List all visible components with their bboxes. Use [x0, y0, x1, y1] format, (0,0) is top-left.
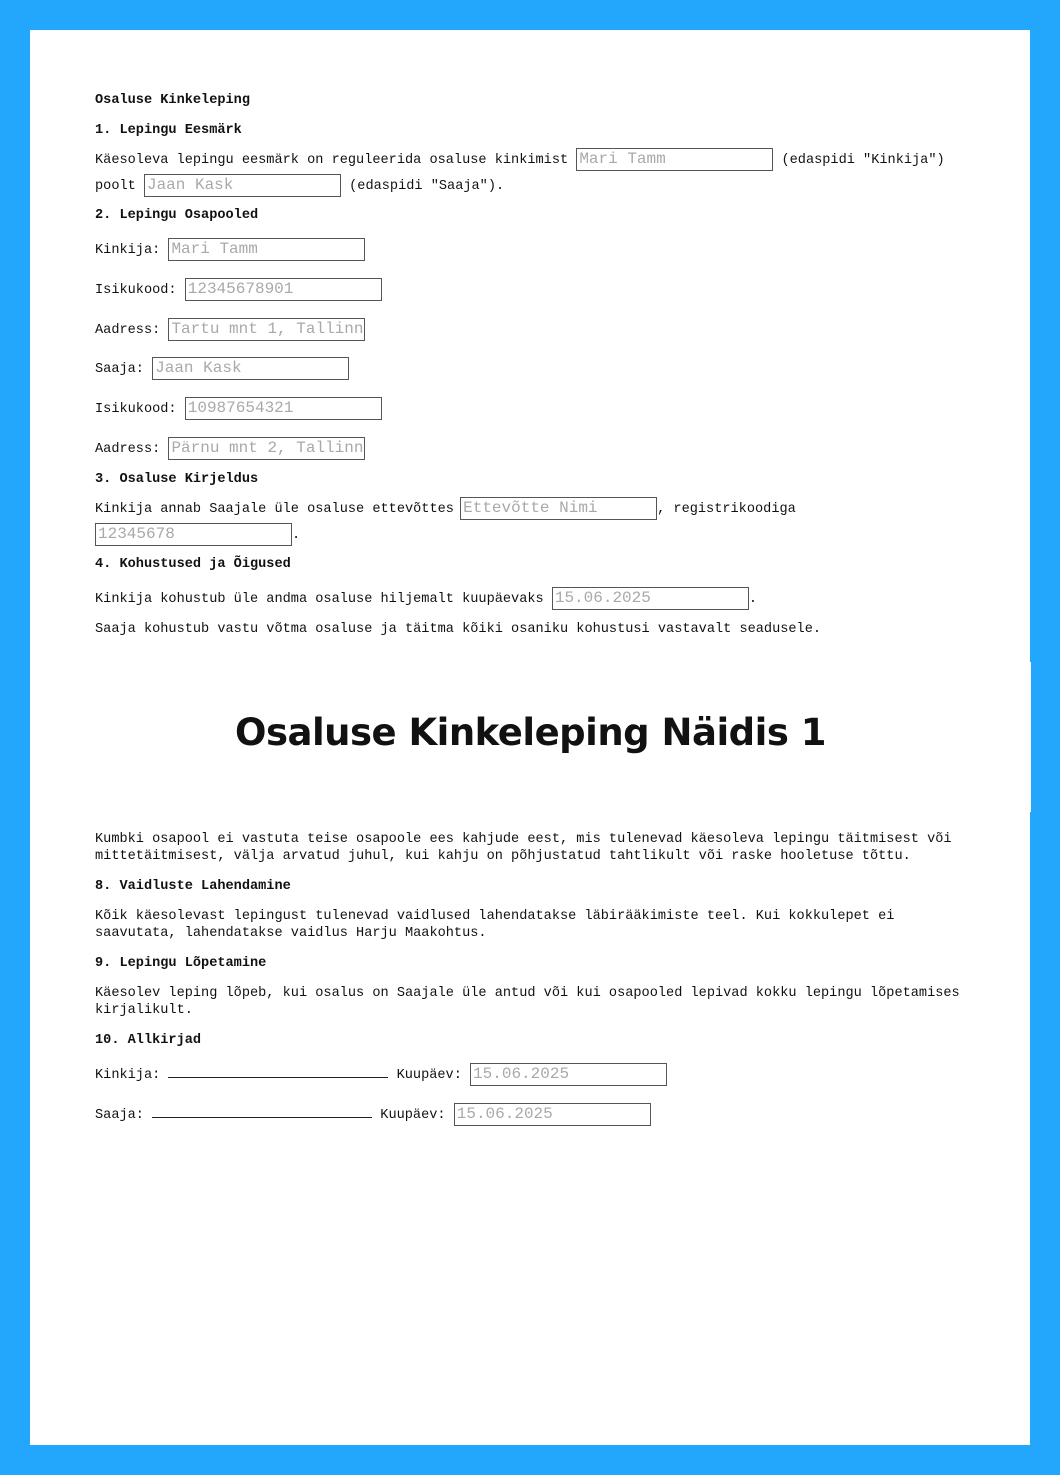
receiver-address-row — [95, 437, 975, 461]
receiver-name-field-intro[interactable]: Jaan Kask — [144, 174, 341, 197]
section-1-heading: 1. Lepingu Eesmärk — [95, 123, 242, 138]
company-name-field[interactable]: Ettevõtte Nimi — [460, 497, 657, 520]
receiver-signature-line[interactable] — [152, 1105, 372, 1118]
title-banner — [30, 662, 1031, 812]
document-top-section — [95, 93, 975, 662]
section-3-text-c: . — [292, 527, 301, 543]
giver-id-field[interactable]: 12345678901 — [185, 278, 382, 301]
giver-name-row — [95, 238, 975, 262]
giver-id-row — [95, 278, 975, 302]
section-2-heading: 2. Lepingu Osapooled — [95, 208, 259, 224]
receiver-name-label: Saaja: — [95, 362, 144, 378]
section-1-text — [95, 148, 975, 200]
section-4-text-c: Saaja kohustub vastu võtma osaluse ja täitma kõiki osaniku kohustusi vastavalt seadusele. — [95, 621, 822, 637]
document-bottom-section — [95, 832, 975, 1142]
section-1-text-a: Käesoleva lepingu eesmärk on reguleerida osaluse kinkimist — [95, 153, 569, 169]
giver-signature-line[interactable] — [168, 1065, 388, 1078]
receiver-date-field[interactable]: 15.06.2025 — [454, 1103, 651, 1126]
giver-address-label: Aadress: — [95, 322, 161, 338]
receiver-id-field[interactable]: 10987654321 — [185, 397, 382, 420]
section-3-text-a: Kinkija annab Saajale üle osaluse ettevõttes — [95, 501, 454, 517]
giver-name-field-intro[interactable]: Mari Tamm — [576, 148, 773, 171]
section-8-text: Kõik käesolevast lepingust tulenevad vaidlused lahendatakse läbirääkimiste teel. Kui kokkulepet ei saavutata, lahendatakse vaidlus Harju Maakohtus. — [95, 909, 895, 941]
giver-name-label: Kinkija: — [95, 243, 161, 259]
receiver-address-field[interactable]: Pärnu mnt 2, Tallinn — [168, 437, 365, 460]
giver-address-row — [95, 318, 975, 342]
deadline-date-field[interactable]: 15.06.2025 — [552, 587, 749, 610]
section-8-heading: 8. Vaidluste Lahendamine — [95, 879, 291, 894]
section-9-text: Käesolev leping lõpeb, kui osalus on Saajale üle antud või kui osapooled lepivad kokku lepingu lõpetamises kirjalikult. — [95, 986, 960, 1018]
receiver-id-row — [95, 397, 975, 421]
section-3-heading: 3. Osaluse Kirjeldus — [95, 471, 259, 487]
section-1-text-d: (edaspidi "Saaja"). — [349, 179, 505, 195]
giver-signature-label: Kinkija: — [95, 1068, 161, 1084]
giver-id-label: Isikukood: — [95, 282, 177, 298]
section-9-heading: 9. Lepingu Lõpetamine — [95, 956, 267, 971]
section-4-text-a: Kinkija kohustub üle andma osaluse hiljemalt kuupäevaks — [95, 591, 544, 607]
receiver-id-label: Isikukood: — [95, 402, 177, 418]
section-1-text-b: (edaspidi "Kinkija") — [781, 153, 945, 169]
banner-title: Osaluse Kinkeleping Näidis 1 — [235, 710, 826, 754]
giver-date-label: Kuupäev: — [396, 1068, 462, 1084]
section-4-heading: 4. Kohustused ja Õigused — [95, 556, 291, 572]
section-10-heading: 10. Allkirjad — [95, 1033, 202, 1048]
section-4-text-b: . — [748, 591, 758, 607]
giver-name-field[interactable]: Mari Tamm — [168, 238, 365, 261]
receiver-signature-label: Saaja: — [95, 1107, 144, 1123]
section-7-text: Kumbki osapool ei vastuta teise osapoole ees kahjude eest, mis tulenevad käesoleva lepingu täitmisest või mittetäitmisest, välja arvatud juhul, kui kahju on põhjustatud tahtlikult või raske hooletuse tõttu. — [95, 832, 952, 864]
receiver-name-field[interactable]: Jaan Kask — [152, 357, 349, 380]
receiver-signature-row — [95, 1103, 975, 1127]
section-1-text-c: poolt — [95, 179, 136, 195]
section-3-text — [95, 497, 975, 549]
receiver-date-label: Kuupäev: — [380, 1107, 446, 1123]
giver-address-field[interactable]: Tartu mnt 1, Tallinn — [168, 318, 365, 341]
registry-code-field[interactable]: 12345678 — [95, 523, 292, 546]
document-title: Osaluse Kinkeleping — [95, 93, 250, 108]
giver-signature-row — [95, 1063, 975, 1087]
receiver-address-label: Aadress: — [95, 441, 161, 457]
receiver-name-row — [95, 357, 975, 381]
giver-date-field[interactable]: 15.06.2025 — [470, 1063, 667, 1086]
deadline-row — [95, 587, 975, 611]
section-3-text-b: , registrikoodiga — [657, 501, 796, 517]
